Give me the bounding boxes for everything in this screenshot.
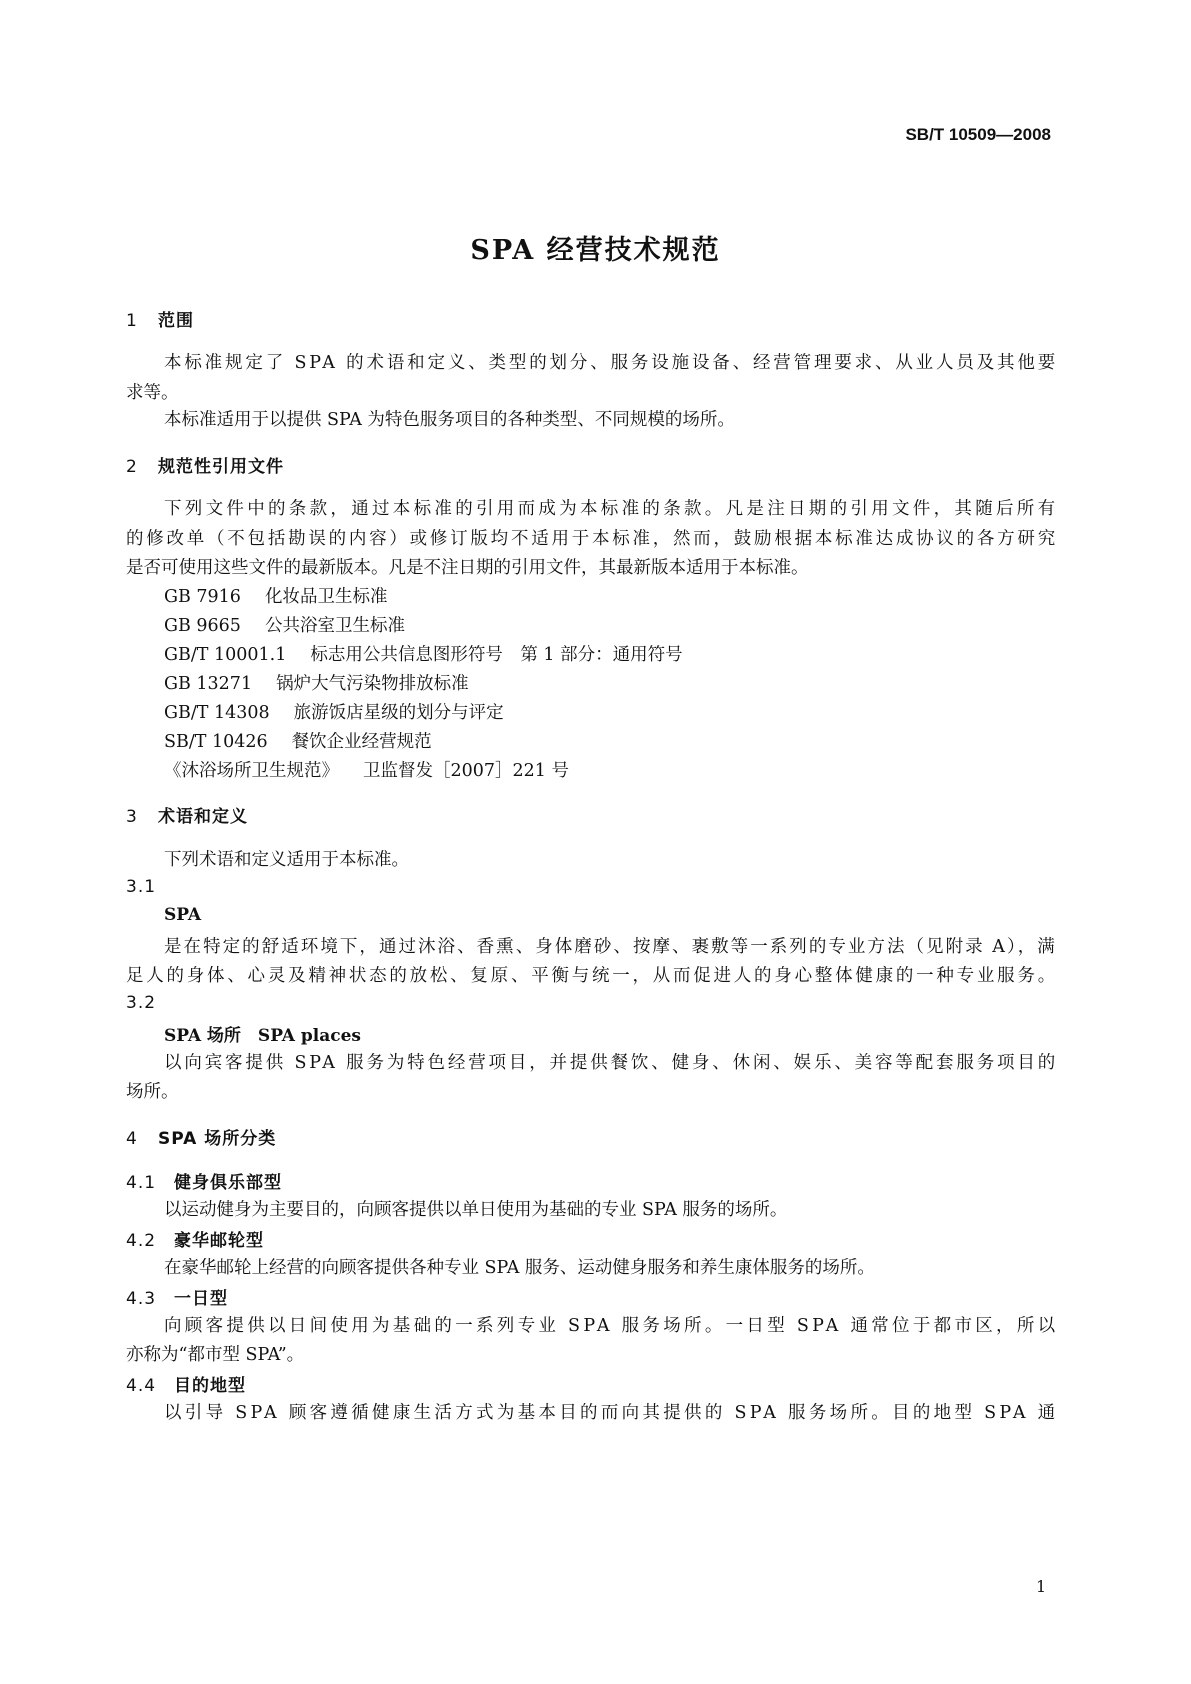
subsection-title: 健身俱乐部型 [174,1173,282,1193]
reference-code: GB 13271 [164,674,253,694]
reference-name: 标志用公共信息图形符号 第 1 部分：通用符号 [310,645,683,665]
reference-code: SB/T 10426 [164,732,268,752]
section-title: 术语和定义 [158,807,248,827]
page-number: 1 [1036,1577,1047,1596]
reference-item [164,670,469,695]
paragraph: 向顾客提供以日间使用为基础的一系列专业 SPA 服务场所。一日型 SPA 通常位于都市区，所以 [164,1316,1059,1336]
paragraph: 下列文件中的条款，通过本标准的引用而成为本标准的条款。凡是注日期的引用文件，其随后所有 [164,499,1059,519]
subsection-heading [126,1371,246,1396]
section-1-heading [126,306,194,331]
subsection-number: 4.3 [126,1289,157,1309]
paragraph: 本标准适用于以提供 SPA 为特色服务项目的各种类型、不同规模的场所。 [164,410,735,430]
reference-name: 化妆品卫生标准 [264,587,388,607]
subsection-number: 4.4 [126,1376,157,1396]
term-definition: 场所。 [126,1082,179,1102]
subsection-number: 4.1 [126,1173,157,1193]
paragraph: 以运动健身为主要目的，向顾客提供以单日使用为基础的专业 SPA 服务的场所。 [164,1200,788,1220]
reference-name: 公共浴室卫生标准 [264,616,405,636]
section-number: 1 [126,311,138,331]
paragraph: 下列术语和定义适用于本标准。 [164,850,409,870]
subsection-number: 4.2 [126,1231,157,1251]
reference-item [164,641,683,666]
reference-code: GB/T 10001.1 [164,645,287,665]
reference-code: GB 7916 [164,587,241,607]
section-2-heading [126,452,284,477]
paragraph: 求等。 [126,383,179,403]
section-title: SPA 场所分类 [158,1129,277,1149]
reference-name: 锅炉大气污染物排放标准 [276,674,469,694]
subsection-heading [126,1284,228,1309]
section-title: 范围 [158,311,194,331]
reference-item [164,612,405,637]
subsection-heading [126,1226,264,1251]
reference-item [164,757,569,782]
paragraph: 是否可使用这些文件的最新版本。凡是不注日期的引用文件，其最新版本适用于本标准。 [126,558,809,578]
section-4-heading [126,1124,276,1149]
subsection-title: 豪华邮轮型 [174,1231,264,1251]
term-definition: 以向宾客提供 SPA 服务为特色经营项目，并提供餐饮、健身、休闲、娱乐、美容等配套服务项目的 [164,1053,1059,1073]
reference-name: 旅游饭店星级的划分与评定 [293,703,504,723]
clause-number: 3.2 [126,993,157,1013]
term-definition: 是在特定的舒适环境下，通过沐浴、香熏、身体磨砂、按摩、裹敷等一系列的专业方法（见附录 A），满 [164,937,1057,957]
reference-item [164,583,387,608]
paragraph: 的修改单（不包括勘误的内容）或修订版均不适用于本标准，然而，鼓励根据本标准达成协议的各方研究 [126,529,1058,549]
section-3-heading [126,802,248,827]
subsection-heading [126,1168,282,1193]
section-title: 规范性引用文件 [158,457,284,477]
reference-code: 《沐浴场所卫生规范》 [164,761,339,781]
reference-item [164,699,504,724]
subsection-title: 一日型 [174,1289,228,1309]
term-name: SPA [164,905,202,925]
paragraph: 亦称为“都市型 SPA”。 [126,1345,305,1365]
reference-name: 卫监督发［2007］221 号 [363,761,570,781]
clause-number: 3.1 [126,877,157,897]
term-definition: 足人的身体、心灵及精神状态的放松、复原、平衡与统一，从而促进人的身心整体健康的一种专业服务。 [126,966,1058,986]
paragraph: 在豪华邮轮上经营的向顾客提供各种专业 SPA 服务、运动健身服务和养生康体服务的场所。 [164,1258,875,1278]
document-title: SPA 经营技术规范 [470,235,721,266]
subsection-title: 目的地型 [174,1376,246,1396]
paragraph: 本标准规定了 SPA 的术语和定义、类型的划分、服务设施设备、经营管理要求、从业人员及其他要 [164,353,1059,373]
standard-code: SB/T 10509—2008 [905,125,1051,144]
reference-code: GB/T 14308 [164,703,270,723]
reference-name: 餐饮企业经营规范 [291,732,432,752]
reference-item [164,728,432,753]
reference-code: GB 9665 [164,616,241,636]
paragraph: 以引导 SPA 顾客遵循健康生活方式为基本目的而向其提供的 SPA 服务场所。目的地型 SPA 通 [164,1403,1059,1423]
term-name: SPA 场所 SPA places [164,1026,361,1046]
section-number: 3 [126,807,138,827]
section-number: 2 [126,457,138,477]
section-number: 4 [126,1129,138,1149]
